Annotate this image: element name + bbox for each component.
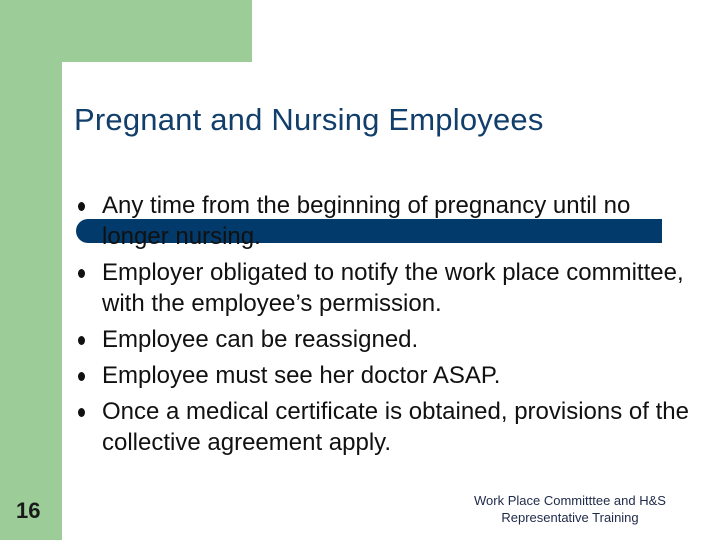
slide-number: 16: [16, 498, 41, 523]
bullet-icon: [78, 372, 85, 381]
bullet-text: Once a medical certificate is obtained, provisions of the collective agreement apply.: [102, 398, 689, 456]
bullet-text: Employee can be reassigned.: [102, 326, 419, 353]
footer-line-1: Work Place Committtee and H&S: [474, 493, 666, 508]
bullet-text: Employee must see her doctor ASAP.: [102, 362, 501, 389]
decorative-green-block-left: [0, 0, 62, 540]
bullet-icon: [78, 336, 85, 345]
bullet-item: [74, 396, 694, 458]
bullet-text: Employer obligated to notify the work place committee, with the employee’s permission.: [102, 259, 684, 317]
bullet-text: Any time from the beginning of pregnancy until no longer nursing.: [102, 192, 631, 250]
bullet-icon: [78, 202, 85, 211]
bullet-item: [74, 360, 694, 391]
bullet-item: [74, 324, 694, 355]
bullet-icon: [78, 269, 85, 278]
footer-line-2: Representative Training: [501, 510, 639, 525]
bullet-item: [74, 190, 694, 252]
footer-text: [450, 492, 690, 526]
slide-title: Pregnant and Nursing Employees: [74, 102, 544, 137]
bullet-list: [74, 190, 694, 463]
bullet-icon: [78, 408, 85, 417]
bullet-item: [74, 257, 694, 319]
